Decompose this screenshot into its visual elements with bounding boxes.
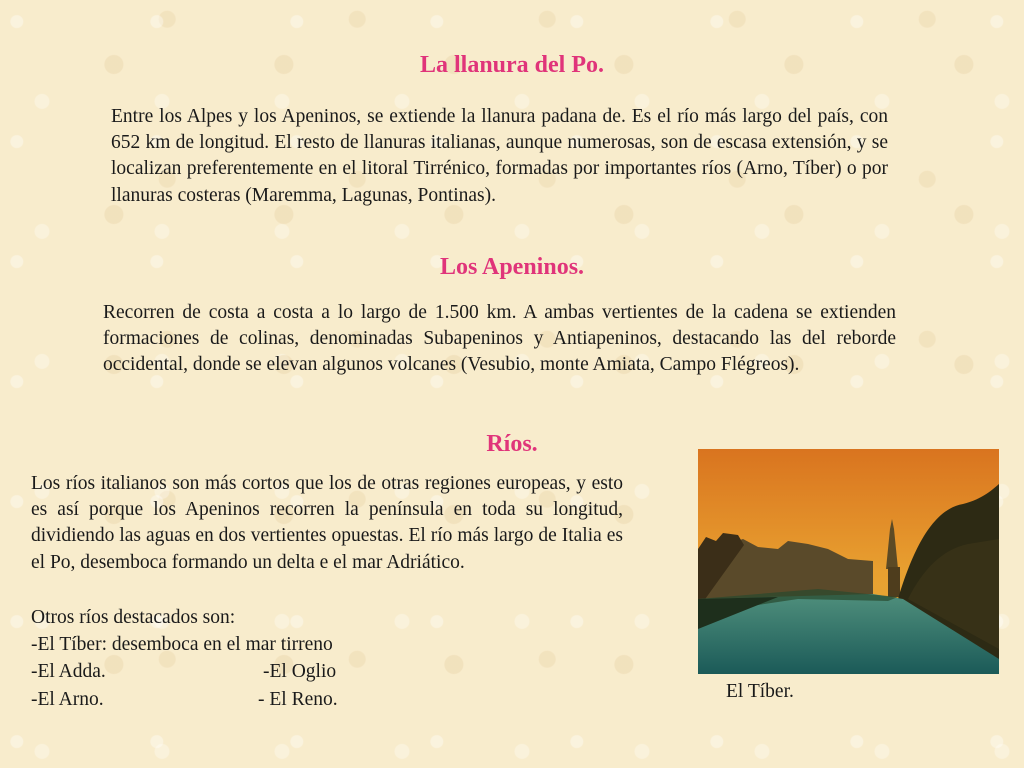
photo-caption: El Tíber. — [726, 681, 794, 702]
river-oglio: -El Oglio — [263, 661, 337, 682]
river-tiber: -El Tíber: desemboca en el mar tirreno — [31, 634, 333, 655]
tiber-river-photo — [698, 449, 999, 674]
river-adda: -El Adda. — [31, 661, 106, 682]
paragraph-apeninos: Recorren de costa a costa a lo largo de 1.500 km. A ambas vertientes de la cadena se extienden formaciones de colinas, denominadas Subapeninos y Antiapeninos, destacando las del reborde occidental, donde se elevan algunos volcanes (Vesubio, monte Amiata, Campo Flégreos). — [103, 302, 896, 376]
paragraph-llanura: Entre los Alpes y los Apeninos, se extiende la llanura padana de. Es el río más largo del país, con 652 km de longitud. El resto de llanuras italianas, aunque numerosas, son de escasa extensión, y se localizan preferentemente en el litoral Tirrénico, formadas por importantes ríos (Arno, Tíber) o por llanuras costeras (Maremma, Lagunas, Pontinas). — [111, 106, 888, 206]
paragraph-rios: Los ríos italianos son más cortos que los de otras regiones europeas, y esto es así porque los Apeninos recorren la península en toda su longitud, dividiendo las aguas en dos vertientes opuestas. El río más largo de Italia es el Po, desemboca formando un delta e el mar Adriático. — [31, 473, 623, 573]
others-intro: Otros ríos destacados son: — [31, 607, 236, 628]
river-arno: -El Arno. — [31, 689, 104, 710]
river-reno: - El Reno. — [258, 689, 338, 710]
title-rios: Ríos. — [486, 431, 538, 457]
title-apeninos: Los Apeninos. — [439, 254, 585, 280]
title-llanura: La llanura del Po. — [419, 52, 605, 78]
